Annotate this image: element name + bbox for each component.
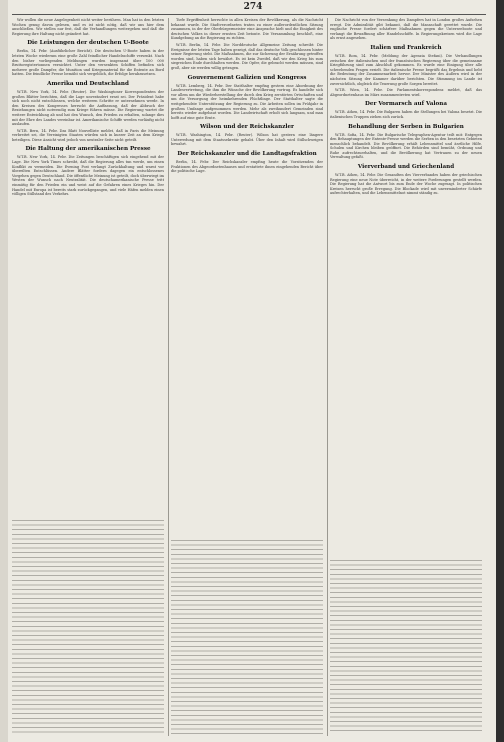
article-headline: Der Vormarsch auf Valona — [365, 101, 447, 108]
article-text: W.T.B. Washington, 14. Febr. (Reuter). Wilson hat gestern eine längere Unterredung mit dem Staatssekretär gehabt. Über den Inhalt wird Stillschweigen bewahrt. — [171, 133, 323, 147]
article-text: W.T.B. Athen, 14. Febr. Die Gesandten des Vierverbandes haben der griechischen Regierung eine neue Note überreicht, in der weitere Forderungen gestellt werden. Die Regierung hat die Antwort bis zum Ende der Woche zugesagt. In politischen Kreisen herrscht große Erregung. Die Blockade wird mit unverminderter Schärfe aufrechterhalten, und die Lebensmittelnot nimmt ständig zu. — [330, 173, 482, 196]
article-headline: Gouvernement Galizien und Kongress — [187, 74, 307, 81]
newspaper-page — [8, 0, 498, 742]
column-divider — [327, 18, 328, 736]
article-text: W.T.B. Wien, 14. Febr. Die Parlamentskorrespondenz meldet, daß das Abgeordnetenhaus im März zusammentreten wird. — [330, 88, 482, 97]
article-text: W.T.B. New York, 14. Febr. (Reuter). Die Washingtoner Korrespondenten der großen Blätter berichten, daß die Lage unverändert ernst sei. Der Präsident habe sich noch nicht entschlossen, welche weiteren Schritte er unternehmen werde. In den Kreisen des Kongresses herrscht die Auffassung, daß der Abbruch der Beziehungen nicht notwendig zum Kriege führen müsse. Die Regierung wartet die weitere Entwicklung ab und hat den Wunsch, den Frieden zu erhalten, solange dies mit der Ehre des Landes vereinbar ist. Amerikanische Schiffe werden vorläufig nicht auslaufen. — [12, 89, 164, 127]
article-text: Wir wollen die neue Angelegenheit nicht weiter berühren. Man hat in den letzten Wochen genug davon gelesen, und es ist nicht nötig, daß wir uns hier dem anschließen. Wir stellen nur fest, daß die Verhandlungen weitergehen und daß die Regierung ihre Haltung nicht geändert hat. — [12, 18, 164, 36]
header-rule — [12, 14, 486, 15]
article-headline: Die Haltung der amerikanischen Presse — [25, 146, 151, 153]
text-texture — [330, 560, 482, 734]
article-text: W.T.B. Lemberg, 14. Febr. Der Statthalter empfing gestern eine Abordnung der Landesvertretung, die ihm die Wünsche der Bevölkerung vortrug. Es handelte sich vor allem um die Wiederherstellung der durch den Krieg zerstörten Ortschaften und um die Versorgung der heimkehrenden Flüchtlinge. Der Statthalter sagte die weitgehendste Unterstützung der Regierung zu. Die Arbeiten sollen im Frühjahr in großem Umfange aufgenommen werden. Mehr als zweihundert Gemeinden sind bereits wieder aufgebaut worden. Die Landwirtschaft erholt sich langsam, und man hofft auf eine gute Ernte. — [171, 83, 323, 120]
binding-edge — [496, 0, 504, 742]
article-text: Berlin, 14. Febr. Der Reichskanzler empfing heute die Vorsitzenden der Fraktionen des Abgeordnetenhauses und erstattete ihnen eingehenden Bericht über die politische Lage. — [171, 160, 323, 174]
article-text: W.T.B. Berlin, 14. Febr. Die Norddeutsche Allgemeine Zeitung schreibt: Die Ereignisse der letzten Tage haben gezeigt, daß das deutsche Volk geschlossen hinter seiner Regierung steht. Die Maßnahmen, die zur Sicherung der Ernährung getroffen worden sind, haben sich bewährt. Es ist kein Zweifel, daß wir den Krieg bis zum siegreichen Ende durchhalten werden. Die Opfer, die gebracht werden müssen, sind groß, aber sie werden willig getragen. — [171, 42, 323, 70]
article-headline: Wilson und der Reichskanzler — [199, 124, 294, 131]
article-text: Die Nachricht von der Versenkung des Dampfers hat in London großes Aufsehen erregt. Die Admiralität gibt bekannt, daß die Mannschaft gerettet wurde. Die englische Presse fordert schärfere Maßnahmen gegen die Unterseeboote und verlangt die Bewaffnung aller Handelsschiffe. In Regierungskreisen wird die Lage als ernst angesehen. — [330, 18, 482, 41]
article-headline: Amerika und Deutschland — [47, 80, 129, 87]
article-text: W.T.B. Sofia, 14. Febr. Die Bulgarische Telegraphen-Agentur teilt mit: Entgegen den Behauptungen der Entente-Presse werden die Serben in den besetzten Gebieten menschlich behandelt. Die Bevölkerung erhält Lebensmittel und ärztliche Hilfe. Schulen und Kirchen bleiben geöffnet. Die Behörden sind bemüht, Ordnung und Ruhe aufrechtzuerhalten, und die Bevölkerung hat Vertrauen zu der neuen Verwaltung gefaßt. — [330, 132, 482, 160]
article-text: Tiefe Ergriffenheit herrschte in allen Kreisen der Bevölkerung, als die Nachricht bekannt wurde. Die Stadtverordneten traten zu einer außerordentlichen Sitzung zusammen, in der der Oberbürgermeister eine Ansprache hielt und die Einigkeit des deutschen Volkes in dieser ernsten Zeit betonte. Die Versammlung beschloß, eine Kundgebung an die Regierung zu richten. — [171, 18, 323, 41]
text-texture — [171, 540, 323, 734]
article-headline: Italien und Frankreich — [370, 44, 442, 51]
column-divider — [168, 18, 169, 736]
article-text: W.T.B. Rom, 14. Febr. (Meldung der Agenzia Stefani). Die Verhandlungen zwischen der italienischen und der französischen Regierung über die gemeinsame Kriegführung sind zum Abschluß gekommen. Es wurde eine Einigung über alle schwebenden Fragen erzielt. Die italienische Presse begrüßt das Ergebnis und hebt die Bedeutung der Zusammenarbeit hervor. Der Minister des Äußern wird in der nächsten Sitzung der Kammer darüber berichten. Die Stimmung im Lande ist zuversichtlich, obgleich die Teuerung große Sorgen bereitet. — [330, 53, 482, 86]
article-text: Berlin, 14. Febr. (Ausführlicher Bericht). Die deutschen U-Boote haben in der letzten Woche wiederum eine große Zahl feindlicher Handelsschiffe versenkt. Nach den bisher vorliegenden Meldungen wurden insgesamt über 100 000 Bruttoregistertonnen vernichtet. Unter den versenkten Schiffen befinden sich mehrere große Dampfer, die Munition und Kriegsmaterial für die Entente an Bord hatten. Die feindliche Presse bemüht sich vergeblich, die Erfolge herabzusetzen. — [12, 49, 164, 77]
article-headline: Vierverband und Griechenland — [357, 164, 455, 171]
article-text: W.T.B. Athen, 14. Febr. Die Bulgaren haben die Stellungen bei Valona besetzt. Die italienischen Truppen ziehen sich zurück. — [330, 110, 482, 119]
article-headline: Die Leistungen der deutschen U-Boote — [27, 40, 149, 47]
article-text: W.T.B. New York, 14. Febr. Die Zeitungen beschäftigen sich eingehend mit der Lage. Die New York Times schreibt, daß die Regierung alles tun werde, um einen Konflikt zu vermeiden. Die Evening Post verlangt Zurückhaltung und warnt vor übereilten Entschlüssen. Andere Blätter fordern dagegen ein entschlossenes Vorgehen gegen Deutschland. Die öffentliche Meinung ist geteilt, doch überwiegt im Westen der Wunsch nach Neutralität. Die deutschamerikanische Presse tritt einmütig für den Frieden ein und weist auf die Gefahren eines Krieges hin. Der Handel mit Europa ist bereits stark zurückgegangen, und viele Häfen melden einen völligen Stillstand des Verkehrs. — [12, 155, 164, 197]
text-texture — [12, 520, 164, 734]
page-number: 274 — [243, 2, 263, 12]
article-text: W.T.B. Bern, 14. Febr. Das Blatt Nouvelliste meldet, daß in Paris die Meinung verbreitet sei, die Vereinigten Staaten würden sich in kurzer Zeit an dem Kriege beteiligen. Diese Ansicht wird jedoch von neutraler Seite nicht geteilt. — [12, 128, 164, 142]
article-headline: Behandlung der Serben in Bulgarien — [348, 123, 464, 130]
article-headline: Der Reichskanzler und die Landtagsfraktion — [177, 151, 317, 158]
